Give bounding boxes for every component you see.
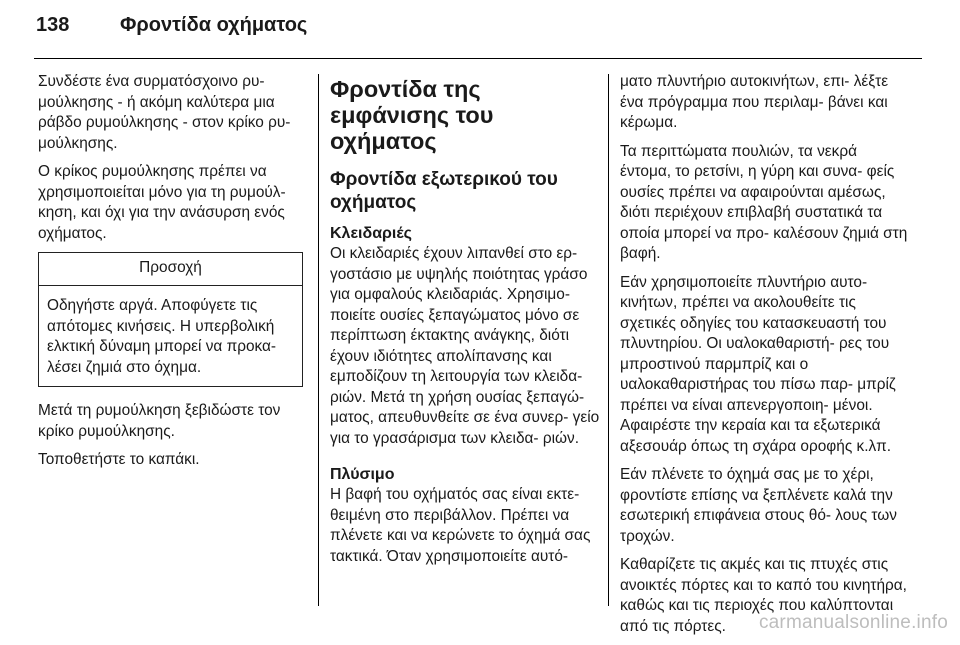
locks-paragraph: Οι κλειδαριές έχουν λιπανθεί στο ερ- γοστάσιο με υψηλής ποιότητας γράσο για ομφαλούς κλειδαριάς. Χρησιμο- ποιείτε ουσίες ξεπαγώματος μόνο σε περίπτωση έκτακτης ανάγκης, διότι έχουν ιδιότητες απολίπανσης και εμποδίζουν τη λειτουργία των κλειδα- ριών. Μετά τη χρήση ουσίας ξεπαγώ- ματος, απευθυνθείτε σε ένα συνερ- γείο για το γρασάρισμα των κλειδα- ριών. <box>330 245 600 447</box>
door-edges-paragraph: Καθαρίζετε τις ακμές και τις πτυχές στις ανοικτές πόρτες και το καπό του κινητήρα, καθώς και τις περιοχές που καλύπτονται από τις πόρτες. <box>620 556 907 635</box>
hand-wash-paragraph: Εάν πλένετε το όχημά σας με το χέρι, φροντίστε επίσης να ξεπλένετε καλά την εσωτερική επιφάνεια στους θό- λους των τροχών. <box>620 466 897 545</box>
subsection-title: Φροντίδα εξωτερικού του οχήματος <box>330 169 558 213</box>
car-wash-wax-paragraph: ματο πλυντήριο αυτοκινήτων, επι- λέξτε ένα πρόγραμμα που περιλαμ- βάνει και κέρωμα. <box>620 73 889 131</box>
washing-paragraph: Η βαφή του οχήματός σας είναι εκτε- θειμένη στο περιβάλλον. Πρέπει να πλένετε και να κερώνετε το όχημά σας τακτικά. Όταν χρησιμοποιείτε αυτό- <box>330 486 591 565</box>
page-title: Φροντίδα οχήματος <box>120 14 308 36</box>
car-wash-instructions-paragraph: Εάν χρησιμοποιείτε πλυντήριο αυτο- κινήτων, πρέπει να ακολουθείτε τις σχετικές οδηγίες του κατασκευαστή του πλυντηρίου. Οι υαλοκαθαριστή- ρες του μπροστινού παρμπρίζ και ο υαλοκαθαριστήρας του πίσω παρ- μπρίζ πρέπει να είναι απενεργοποιη- μένοι. Αφαιρέστε την κεραία και τα εξωτερικά αξεσουάρ όπως τη σχάρα οροφής κ.λπ. <box>620 273 896 455</box>
section-title: Φροντίδα της εμφάνισης του οχήματος <box>330 76 494 154</box>
column-divider-2 <box>608 74 609 606</box>
caution-text: Οδηγήστε αργά. Αποφύγετε τις απότομες κινήσεις. Η υπερβολική ελκτική δύναμη μπορεί να προκα- λέσει ζημιά στο όχημα. <box>47 297 277 376</box>
caution-box <box>38 252 303 387</box>
column-divider-1 <box>318 74 319 606</box>
locks-heading: Κλειδαριές <box>330 225 412 242</box>
replace-cap-paragraph: Τοποθετήστε το καπάκι. <box>38 451 200 468</box>
watermark: carmanualsonline.info <box>758 612 948 633</box>
page-header <box>36 14 307 48</box>
bird-droppings-paragraph: Τα περιττώματα πουλιών, τα νεκρά έντομα, το ρετσίνι, η γύρη και συνα- φείς ουσίες πρέπει να αφαιρούνται αμέσως, διότι περιέχουν επιβλαβή συστατικά τα οποία μπορεί να προ- καλέσουν ζημιά στη βαφή. <box>620 142 908 262</box>
column-3 <box>620 72 910 645</box>
washing-heading: Πλύσιμο <box>330 466 395 483</box>
towing-rope-paragraph: Συνδέστε ένα συρματόσχοινο ρυ- μούλκησης - ή ακόμη καλύτερα μια ράβδο ρυμούλκησης - στον κρίκο ρυ- μούλκησης. <box>38 73 291 152</box>
page-number: 138 <box>36 14 70 36</box>
column-1 <box>38 72 303 479</box>
unscrew-towing-eye-paragraph: Μετά τη ρυμούλκηση ξεβιδώστε τον κρίκο ρυμούλκησης. <box>38 402 281 440</box>
column-2 <box>330 76 602 575</box>
header-rule <box>34 58 922 59</box>
towing-eye-usage-paragraph: Ο κρίκος ρυμούλκησης πρέπει να χρησιμοποιείται μόνο για τη ρυμούλ- κηση, και όχι για την ανάσυρση ενός οχήματος. <box>38 163 286 242</box>
caution-title: Προσοχή <box>39 253 302 286</box>
